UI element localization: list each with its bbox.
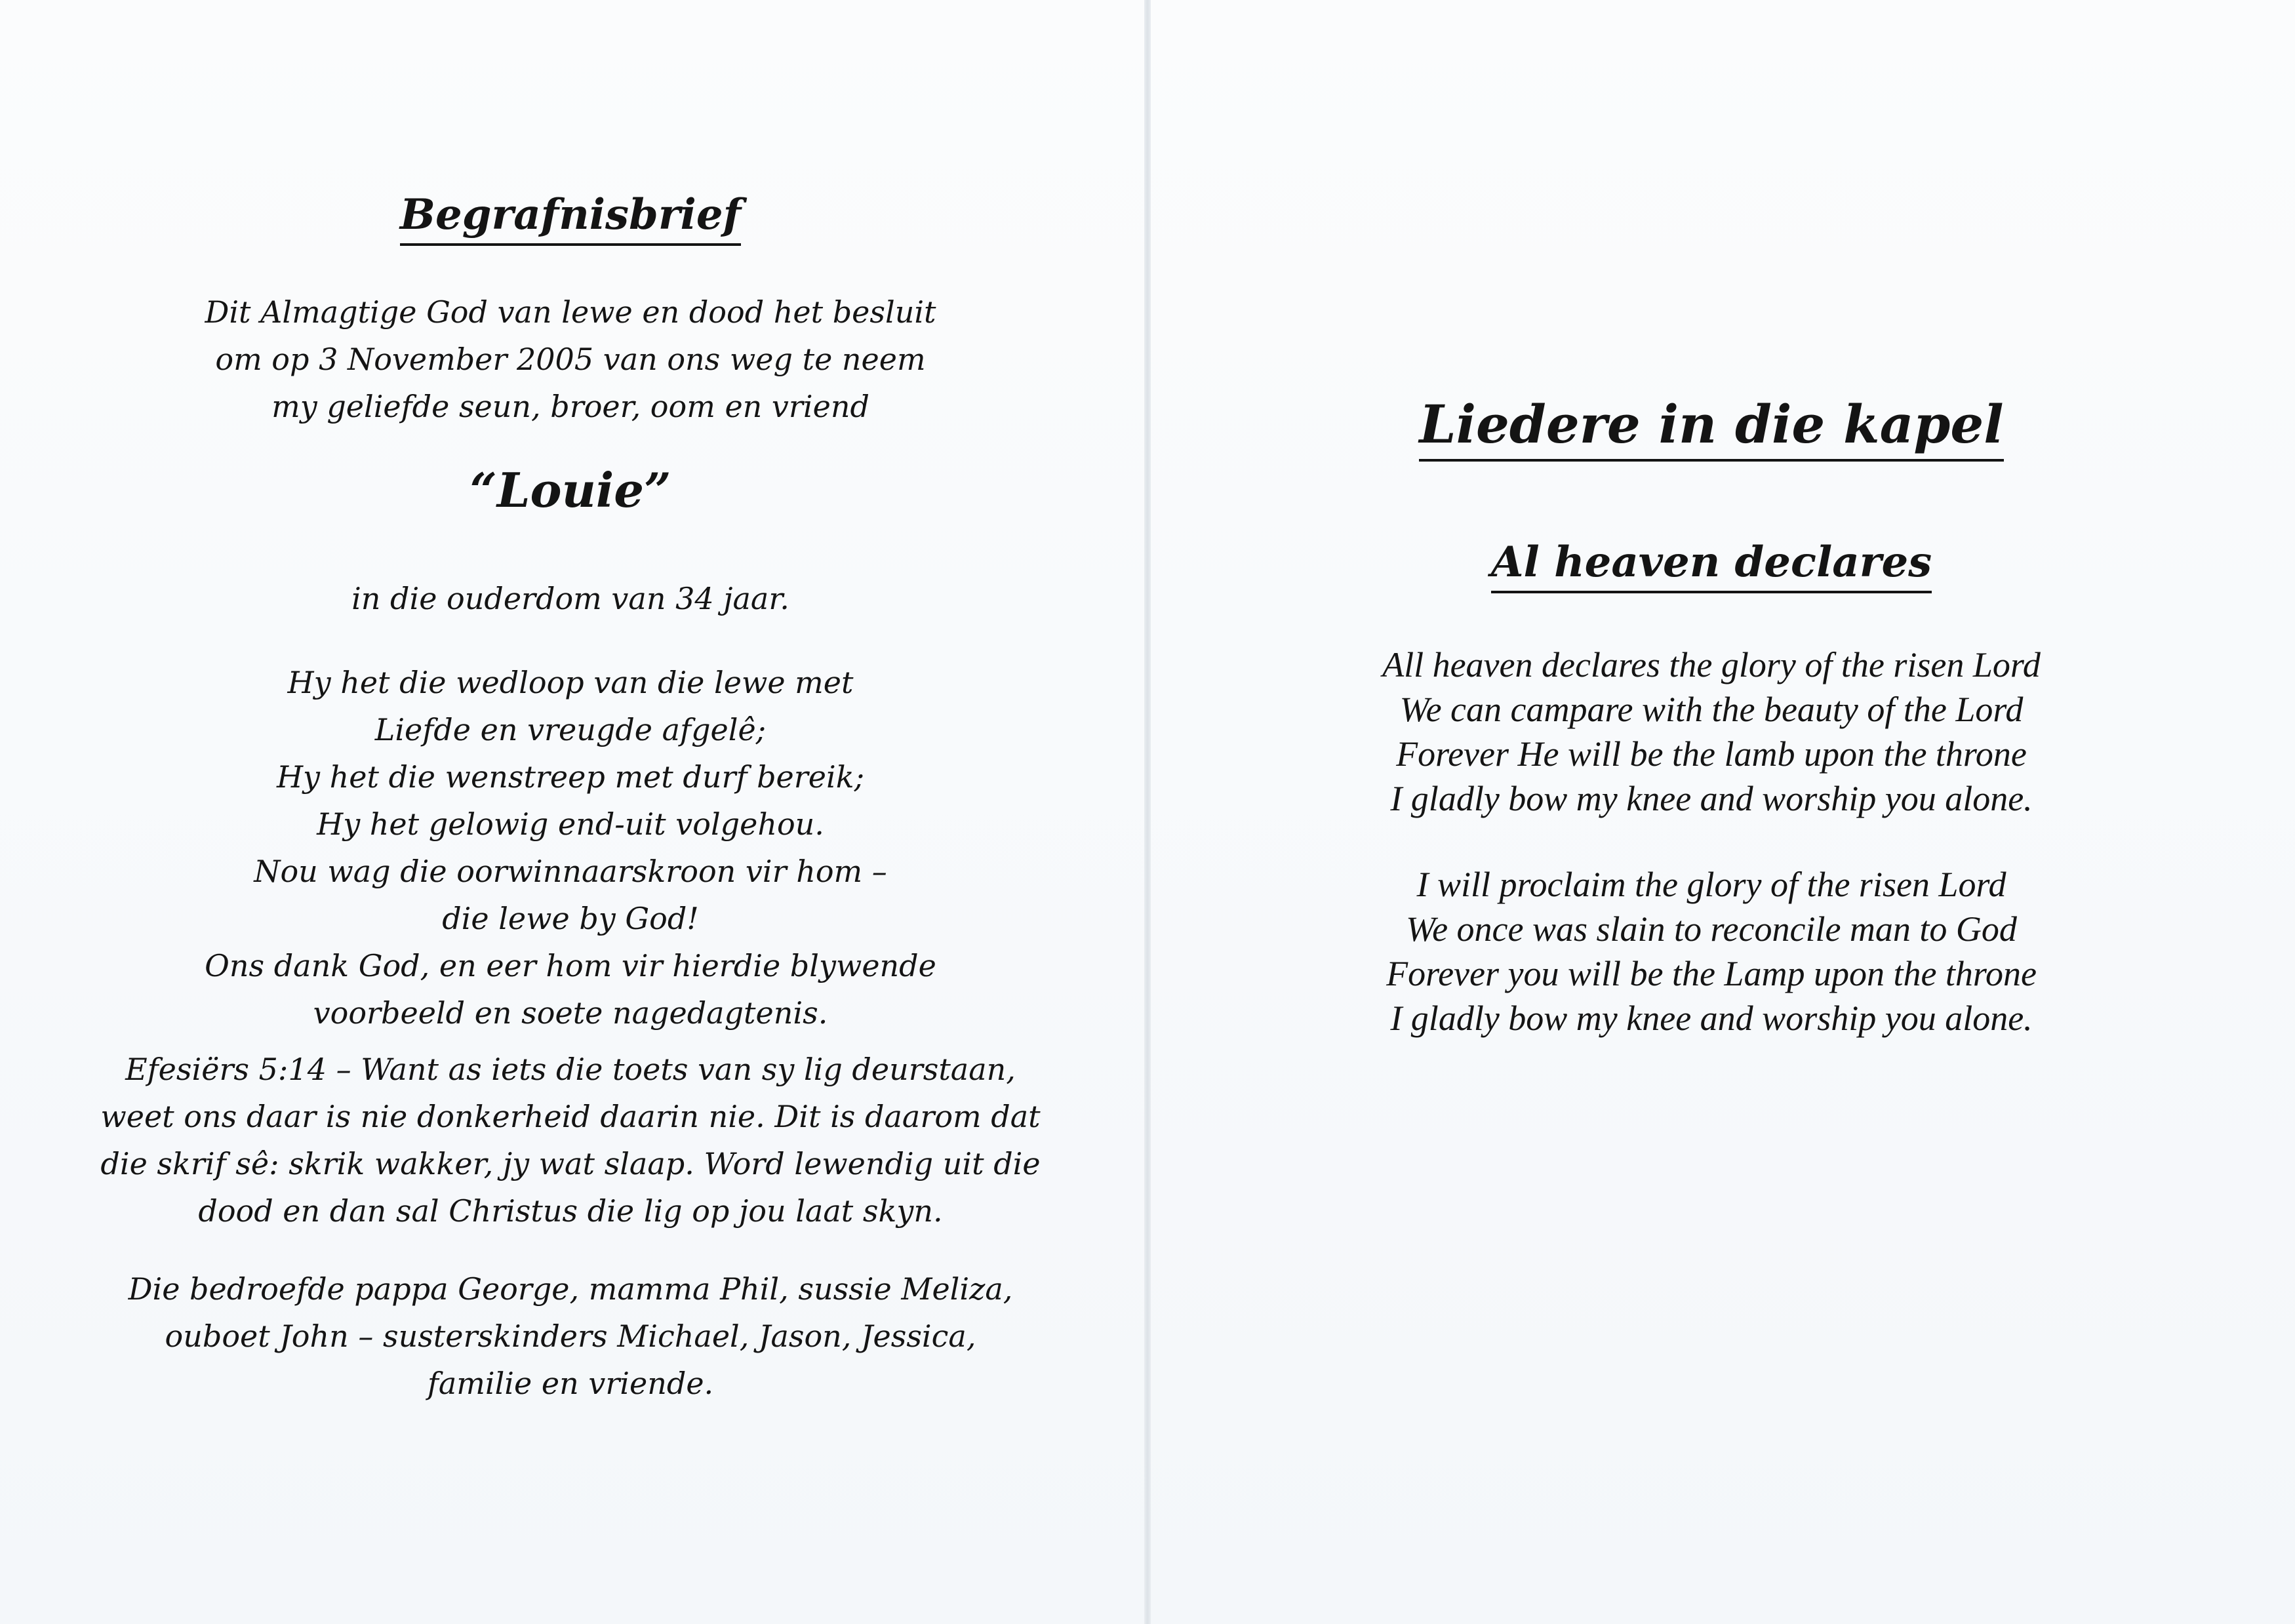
- right-page-title: Liedere in die kapel: [1239, 393, 2184, 455]
- poem-line: die lewe by God!: [442, 901, 699, 936]
- verse-line: I will proclaim the glory of the risen Lord: [1416, 865, 2006, 904]
- verse-line: I gladly bow my knee and worship you alone.: [1390, 999, 2033, 1038]
- scripture-block: [66, 1046, 1075, 1235]
- verse-line: Forever He will be the lamb upon the throne: [1396, 734, 2027, 774]
- verse-line: We once was slain to reconcile man to God: [1406, 909, 2017, 949]
- poem-block: [66, 659, 1075, 1037]
- page-fold: [1144, 0, 1151, 1624]
- scripture-line: weet ons daar is nie donkerheid daarin nie. Dit is daarom dat: [100, 1099, 1041, 1134]
- song-title: Al heaven declares: [1239, 538, 2184, 587]
- scripture-line: die skrif sê: skrik wakker, jy wat slaap. Word lewendig uit die: [100, 1146, 1041, 1181]
- poem-line: Liefde en vreugde afgelê;: [374, 712, 767, 747]
- verse-line: All heaven declares the glory of the risen Lord: [1382, 645, 2041, 684]
- poem-line: voorbeeld en soete nagedagtenis.: [313, 995, 828, 1031]
- poem-line: Hy het gelowig end-uit volgehou.: [317, 806, 824, 842]
- verse-line: I gladly bow my knee and worship you alone.: [1390, 779, 2033, 818]
- scripture-line: Efesiërs 5:14 – Want as iets die toets van sy lig deurstaan,: [125, 1052, 1016, 1087]
- family-line: Die bedroefde pappa George, mamma Phil, sussie Meliza,: [128, 1271, 1013, 1307]
- left-page-title: Begrafnisbrief: [66, 190, 1075, 239]
- intro-block: [66, 288, 1075, 430]
- song-verse-1: [1239, 643, 2184, 821]
- poem-line: Nou wag die oorwinnaarskroon vir hom –: [254, 854, 887, 889]
- family-line: ouboet John – susterskinders Michael, Jason, Jessica,: [165, 1318, 976, 1354]
- verse-line: We can campare with the beauty of the Lord: [1399, 690, 2024, 729]
- family-block: [66, 1265, 1075, 1407]
- poem-line: Hy het die wenstreep met durf bereik;: [276, 759, 865, 795]
- intro-line: my geliefde seun, broer, oom en vriend: [271, 389, 869, 424]
- family-line: familie en vriende.: [427, 1366, 714, 1401]
- verse-line: Forever you will be the Lamp upon the throne: [1386, 954, 2037, 993]
- intro-line: om op 3 November 2005 van ons weg te neem: [215, 342, 926, 377]
- intro-line: Dit Almagtige God van lewe en dood het besluit: [205, 294, 936, 330]
- poem-line: Ons dank God, en eer hom vir hierdie blywende: [205, 948, 936, 983]
- deceased-name: “Louie”: [469, 462, 671, 518]
- scripture-line: dood en dan sal Christus die lig op jou laat skyn.: [198, 1193, 943, 1229]
- song-verse-2: [1239, 862, 2184, 1040]
- age-line: in die ouderdom van 34 jaar.: [351, 581, 789, 616]
- poem-line: Hy het die wedloop van die lewe met: [287, 665, 854, 700]
